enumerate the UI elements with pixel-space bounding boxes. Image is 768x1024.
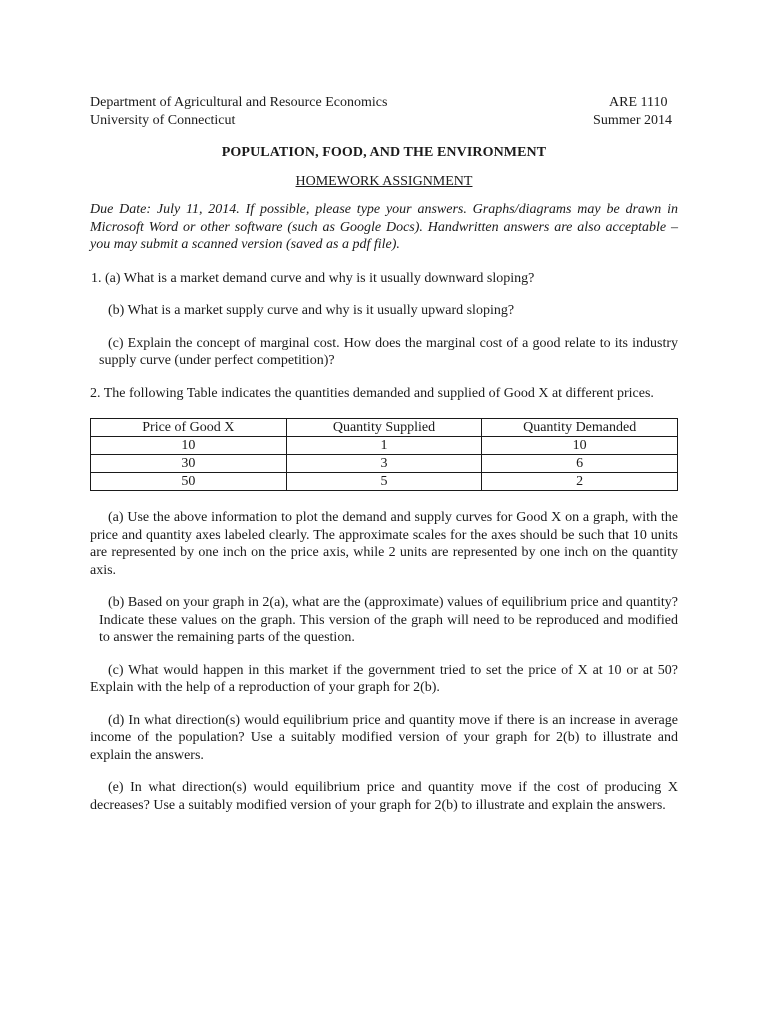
header-right: [593, 94, 672, 129]
question-2e: (e) In what direction(s) would equilibrium price and quantity move if the cost of producing X decreases? Use a suitably modified version of your graph for 2(b) to illustrate and explain the answers.: [90, 780, 678, 813]
university-name: University of Connecticut: [90, 112, 236, 128]
table-cell-price: 30: [91, 455, 287, 473]
header-left: [90, 94, 387, 129]
table-cell-supplied: 1: [286, 437, 482, 455]
question-2b: (b) Based on your graph in 2(a), what are the (approximate) values of equilibrium price and quantity? Indicate these values on the graph. This version of the graph will need to be reproduced and modified to answer the remaining parts of the question.: [99, 595, 678, 645]
document-subtitle: HOMEWORK ASSIGNMENT: [295, 173, 473, 189]
table-row: [91, 437, 678, 455]
table-cell-supplied: 3: [286, 455, 482, 473]
table-cell-demanded: 2: [482, 473, 678, 491]
table-cell-demanded: 10: [482, 437, 678, 455]
question-2a: (a) Use the above information to plot the demand and supply curves for Good X on a graph, with the price and quantity axes labeled clearly. The approximate scales for the axes should be such that 10 units are represented by one inch on the price axis, while 2 units are represented by one inch on the quantity axis.: [90, 510, 678, 578]
table-cell-supplied: 5: [286, 473, 482, 491]
department-name: Department of Agricultural and Resource Economics: [90, 95, 388, 110]
table-header-demanded: Quantity Demanded: [482, 419, 678, 437]
question-2d: (d) In what direction(s) would equilibrium price and quantity move if there is an increase in average income of the population? Use a suitably modified version of your graph for 2(b) to illustrate and explain the answers.: [90, 712, 678, 763]
document-page: [90, 94, 678, 814]
table-row: [91, 473, 678, 491]
due-date-instructions: Due Date: July 11, 2014. If possible, please type your answers. Graphs/diagrams may be drawn in Microsoft Word or other software (such as Google Docs). Handwritten answers are also acceptable – you may submit a scanned version (saved as a pdf file).: [90, 202, 678, 252]
question-2-intro: 2. The following Table indicates the quantities demanded and supplied of Good X at different prices.: [90, 385, 654, 401]
table-header-supplied: Quantity Supplied: [286, 419, 482, 437]
question-2c: (c) What would happen in this market if the government tried to set the price of X at 10 or at 50? Explain with the help of a reproduction of your graph for 2(b).: [90, 662, 678, 695]
question-1a: 1. (a) What is a market demand curve and why is it usually downward sloping?: [91, 270, 535, 286]
course-code: ARE 1110: [609, 95, 668, 110]
table-row: [91, 455, 678, 473]
table-header-price: Price of Good X: [91, 419, 287, 437]
table-cell-demanded: 6: [482, 455, 678, 473]
document-title: POPULATION, FOOD, AND THE ENVIRONMENT: [221, 145, 547, 160]
table-cell-price: 50: [91, 473, 287, 491]
question-1b: (b) What is a market supply curve and why is it usually upward sloping?: [108, 303, 515, 318]
document-header: [90, 94, 678, 130]
table-header-row: [91, 419, 678, 437]
term: Summer 2014: [593, 112, 672, 128]
supply-demand-table: [90, 418, 678, 491]
table-cell-price: 10: [91, 437, 287, 455]
question-1c: (c) Explain the concept of marginal cost. How does the marginal cost of a good relate to its industry supply curve (under perfect competition)?: [99, 335, 678, 368]
